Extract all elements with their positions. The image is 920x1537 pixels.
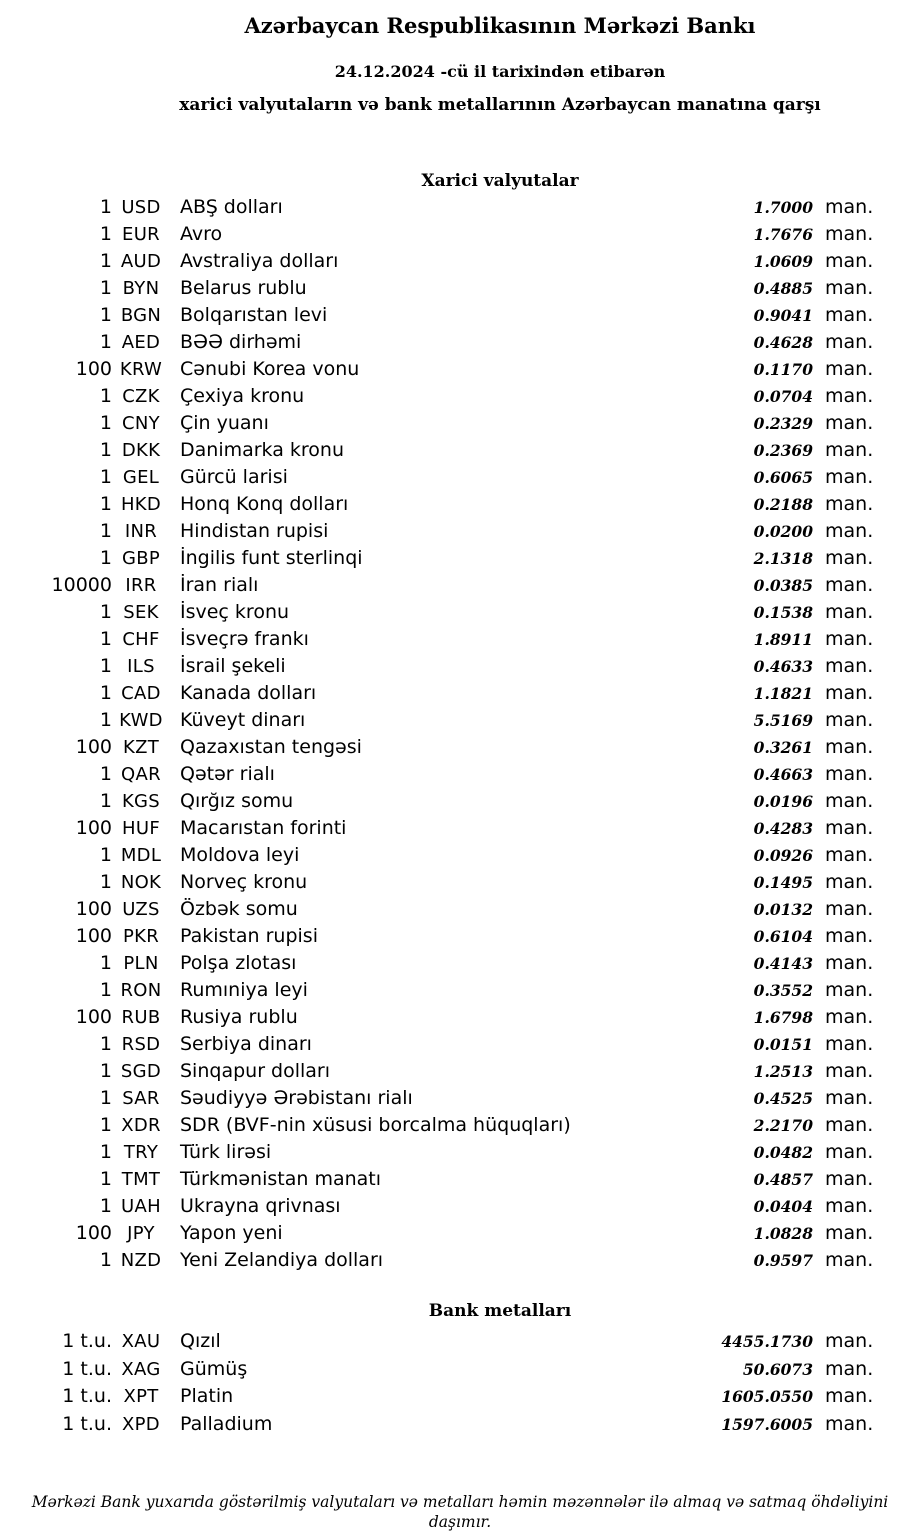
quantity-cell: 1 — [99, 763, 112, 785]
quantity-cell: 1 — [99, 196, 112, 218]
currency-name-cell: Hindistan rupisi — [180, 520, 329, 542]
rate-unit-cell: man. — [825, 223, 874, 245]
currency-name-cell: Səudiyyə Ərəbistanı rialı — [180, 1087, 413, 1109]
quantity-cell: 1 — [99, 223, 112, 245]
quantity-cell: 1 — [99, 682, 112, 704]
currency-code-cell: KZT — [122, 737, 160, 758]
bulletin-subtitle: xarici valyutaların və bank metallarının Azərbaycan manatına qarşı — [179, 95, 821, 115]
rate-unit-cell: man. — [825, 1033, 874, 1055]
rate-row — [0, 763, 920, 790]
rate-value-cell: 0.6065 — [753, 468, 813, 487]
currency-name-cell: Polşa zlotası — [180, 952, 297, 974]
currency-code-cell: SAR — [122, 1088, 160, 1109]
rate-value-cell: 0.4633 — [753, 657, 813, 676]
rate-unit-cell: man. — [825, 628, 874, 650]
rate-value-cell: 4455.1730 — [721, 1332, 813, 1351]
currency-name-cell: BƏƏ dirhəmi — [180, 331, 302, 353]
currency-code-cell: USD — [121, 197, 161, 218]
currency-name-cell: Danimarka kronu — [180, 439, 345, 461]
currency-name-cell: Çexiya kronu — [180, 385, 305, 407]
currency-name-cell: Avstraliya dolları — [180, 250, 339, 272]
currency-code-cell: GEL — [122, 467, 160, 488]
quantity-cell: 1 — [99, 655, 112, 677]
rate-value-cell: 0.2329 — [753, 414, 813, 433]
currency-code-cell: RUB — [121, 1007, 161, 1028]
rate-row — [0, 790, 920, 817]
rate-unit-cell: man. — [825, 547, 874, 569]
quantity-cell: 1 — [99, 1033, 112, 1055]
rate-row — [0, 844, 920, 871]
rate-unit-cell: man. — [825, 1141, 874, 1163]
rate-value-cell: 0.4143 — [753, 954, 813, 973]
rate-value-cell: 0.0151 — [753, 1035, 813, 1054]
quantity-cell: 1 — [99, 1114, 112, 1136]
rate-row — [0, 250, 920, 277]
rate-row — [0, 709, 920, 736]
currency-name-cell: Rusiya rublu — [180, 1006, 298, 1028]
currency-code-cell: CZK — [122, 386, 160, 407]
currency-name-cell: Ukrayna qrivnası — [180, 1195, 341, 1217]
rate-row — [0, 385, 920, 412]
rate-row — [0, 1141, 920, 1168]
rate-unit-cell: man. — [825, 1060, 874, 1082]
quantity-cell: 1 — [99, 1141, 112, 1163]
currency-code-cell: AUD — [120, 251, 162, 272]
quantity-cell: 1 — [99, 790, 112, 812]
currency-code-cell: INR — [124, 521, 158, 542]
rate-value-cell: 0.1170 — [753, 360, 813, 379]
rate-value-cell: 50.6073 — [742, 1359, 813, 1379]
rate-value-cell: 1.0609 — [753, 252, 813, 271]
rate-value-cell: 0.6104 — [753, 927, 813, 946]
currency-code-cell: KGS — [121, 791, 161, 812]
rate-unit-cell: man. — [825, 412, 874, 434]
rate-row — [0, 1168, 920, 1195]
rate-value-cell: 2.2170 — [753, 1116, 813, 1135]
rate-value-cell: 0.4857 — [753, 1170, 813, 1189]
rate-unit-cell: man. — [825, 1006, 874, 1028]
rate-value-cell: 1.1821 — [753, 684, 813, 703]
quantity-cell: 1 — [99, 709, 112, 731]
rate-value-cell: 1.0828 — [753, 1224, 813, 1243]
rate-unit-cell: man. — [825, 1330, 874, 1352]
currency-name-cell: İngilis funt sterlinqi — [180, 547, 363, 569]
rate-unit-cell: man. — [825, 763, 874, 785]
rate-row — [0, 547, 920, 574]
rate-row — [0, 1087, 920, 1114]
rate-value-cell: 1605.0550 — [721, 1387, 813, 1406]
rate-value-cell: 0.0926 — [753, 846, 813, 865]
rate-unit-cell: man. — [825, 1222, 874, 1244]
currency-code-cell: MDL — [120, 845, 162, 866]
rate-value-cell: 0.0196 — [753, 792, 813, 811]
currency-name-cell: İsveçrə frankı — [180, 628, 309, 650]
quantity-cell: 100 — [75, 925, 112, 947]
rate-value-cell: 0.9597 — [753, 1251, 813, 1270]
rate-unit-cell: man. — [825, 871, 874, 893]
currency-rate-table — [0, 196, 920, 1276]
bank-title: Azərbaycan Respublikasının Mərkəzi Bankı — [244, 13, 756, 38]
currency-name-cell: Gürcü larisi — [180, 466, 288, 488]
currency-name-cell: Bolqarıstan levi — [180, 304, 328, 326]
rate-unit-cell: man. — [825, 439, 874, 461]
rate-unit-cell: man. — [825, 601, 874, 623]
rate-unit-cell: man. — [825, 817, 874, 839]
rate-row — [0, 1413, 920, 1441]
rate-value-cell: 1597.6005 — [721, 1414, 813, 1434]
rate-value-cell: 0.2369 — [753, 441, 813, 460]
rate-value-cell: 0.0200 — [753, 522, 813, 541]
currency-code-cell: XAG — [121, 1358, 161, 1380]
currency-code-cell: TRY — [123, 1142, 159, 1163]
currency-code-cell: PLN — [123, 953, 159, 974]
rate-value-cell: 0.0704 — [753, 387, 813, 406]
quantity-cell: 1 — [99, 250, 112, 272]
quantity-cell: 1 — [99, 1087, 112, 1109]
rate-unit-cell: man. — [825, 1385, 874, 1407]
rate-unit-cell: man. — [825, 1249, 874, 1271]
rate-value-cell: 0.4525 — [753, 1089, 813, 1108]
currency-code-cell: RSD — [121, 1034, 161, 1055]
quantity-cell: 1 — [99, 1249, 112, 1271]
rate-row — [0, 817, 920, 844]
rate-row — [0, 466, 920, 493]
currency-code-cell: DKK — [121, 440, 161, 461]
currency-code-cell: QAR — [121, 764, 161, 785]
rate-value-cell: 0.1495 — [753, 873, 813, 892]
currency-code-cell: UAH — [121, 1196, 161, 1217]
quantity-cell: 100 — [75, 358, 112, 380]
currency-code-cell: BGN — [120, 305, 162, 326]
rate-row — [0, 1330, 920, 1358]
rate-row — [0, 898, 920, 925]
currency-name-cell: Qazaxıstan tengəsi — [180, 736, 362, 758]
rate-row — [0, 1060, 920, 1087]
rate-unit-cell: man. — [825, 1114, 874, 1136]
currency-name-cell: Norveç kronu — [180, 871, 308, 893]
effective-date-line: 24.12.2024 -cü il tarixindən etibarən — [334, 62, 666, 81]
rate-value-cell: 0.3552 — [753, 981, 813, 1000]
quantity-cell: 1 — [99, 520, 112, 542]
rate-unit-cell: man. — [825, 493, 874, 515]
quantity-cell: 1 t.u. — [62, 1357, 112, 1380]
quantity-cell: 1 — [99, 952, 112, 974]
rate-unit-cell: man. — [825, 277, 874, 299]
quantity-cell: 1 — [99, 277, 112, 299]
currency-code-cell: GBP — [121, 548, 161, 569]
currency-code-cell: CAD — [121, 683, 161, 704]
currency-name-cell: Cənubi Korea vonu — [180, 358, 360, 380]
rate-row — [0, 304, 920, 331]
rate-unit-cell: man. — [825, 1195, 874, 1217]
currency-name-cell: Moldova leyi — [180, 844, 300, 866]
currency-code-cell: BYN — [122, 278, 160, 299]
rate-value-cell: 0.1538 — [753, 603, 813, 622]
currency-code-cell: XPD — [122, 1413, 160, 1435]
rate-unit-cell: man. — [825, 790, 874, 812]
rate-unit-cell: man. — [825, 1087, 874, 1109]
quantity-cell: 1 — [99, 412, 112, 434]
currency-code-cell: CHF — [122, 629, 160, 650]
currency-code-cell: XAU — [121, 1331, 161, 1352]
rate-value-cell: 0.2188 — [753, 495, 813, 514]
rate-value-cell: 1.6798 — [753, 1008, 813, 1027]
currency-code-cell: EUR — [122, 224, 160, 245]
rate-value-cell: 1.8911 — [753, 630, 813, 649]
rate-value-cell: 0.4283 — [753, 819, 813, 838]
rate-row — [0, 952, 920, 979]
rate-unit-cell: man. — [825, 304, 874, 326]
currency-name-cell: İsrail şekeli — [180, 655, 286, 677]
currency-name-cell: Çin yuanı — [180, 412, 269, 434]
rate-value-cell: 1.2513 — [753, 1062, 813, 1081]
rate-row — [0, 925, 920, 952]
rate-value-cell: 0.0482 — [753, 1143, 813, 1162]
rate-row — [0, 736, 920, 763]
quantity-cell: 1 — [99, 844, 112, 866]
quantity-cell: 1 — [99, 439, 112, 461]
quantity-cell: 1 — [99, 1168, 112, 1190]
rate-unit-cell: man. — [825, 844, 874, 866]
rate-row — [0, 1222, 920, 1249]
currency-code-cell: NZD — [120, 1250, 162, 1271]
quantity-cell: 1 — [99, 547, 112, 569]
currency-name-cell: Qızıl — [180, 1330, 221, 1352]
quantity-cell: 1 — [99, 331, 112, 353]
rate-unit-cell: man. — [825, 1357, 874, 1380]
rate-value-cell: 5.5169 — [753, 711, 813, 730]
rate-row — [0, 979, 920, 1006]
rate-value-cell: 0.4628 — [753, 333, 813, 352]
currency-name-cell: Belarus rublu — [180, 277, 307, 299]
rate-value-cell: 0.0404 — [753, 1197, 813, 1216]
currency-name-cell: Özbək somu — [180, 898, 298, 920]
quantity-cell: 1 — [99, 466, 112, 488]
currency-name-cell: Macarıstan forinti — [180, 817, 347, 839]
quantity-cell: 1 t.u. — [62, 1330, 112, 1352]
rate-row — [0, 412, 920, 439]
rate-unit-cell: man. — [825, 952, 874, 974]
rate-unit-cell: man. — [825, 1168, 874, 1190]
rate-row — [0, 1195, 920, 1222]
currency-name-cell: Türkmənistan manatı — [180, 1168, 382, 1190]
currency-code-cell: KRW — [119, 359, 163, 380]
quantity-cell: 1 — [99, 871, 112, 893]
rate-value-cell: 0.4885 — [753, 279, 813, 298]
rate-value-cell: 0.4663 — [753, 765, 813, 784]
quantity-cell: 100 — [75, 1222, 112, 1244]
currency-name-cell: Türk lirəsi — [180, 1141, 272, 1163]
rate-row — [0, 682, 920, 709]
rate-row — [0, 655, 920, 682]
quantity-cell: 1 t.u. — [62, 1412, 112, 1435]
rate-unit-cell: man. — [825, 574, 874, 596]
currency-code-cell: SGD — [120, 1061, 162, 1082]
rate-row — [0, 520, 920, 547]
rate-row — [0, 331, 920, 358]
rate-value-cell: 0.9041 — [753, 306, 813, 325]
rate-value-cell: 0.0385 — [753, 576, 813, 595]
rate-row — [0, 1033, 920, 1060]
currency-name-cell: Avro — [180, 223, 223, 245]
quantity-cell: 1 t.u. — [62, 1385, 112, 1407]
quantity-cell: 1 — [99, 979, 112, 1001]
currency-name-cell: Qırğız somu — [180, 790, 294, 812]
currency-name-cell: Honq Konq dolları — [180, 493, 349, 515]
rate-row — [0, 277, 920, 304]
currency-name-cell: Palladium — [180, 1412, 273, 1435]
currency-code-cell: KWD — [119, 710, 163, 731]
disclaimer-text: Mərkəzi Bank yuxarıda göstərilmiş valyutaları və metalları həmin məzənnələr ilə almaq və satmaq öhdəliyini daşımır. — [31, 1493, 889, 1531]
rate-row — [0, 1358, 920, 1386]
quantity-cell: 100 — [75, 1006, 112, 1028]
rate-value-cell: 1.7676 — [753, 225, 813, 244]
currency-name-cell: Yapon yeni — [180, 1222, 283, 1244]
currency-name-cell: Pakistan rupisi — [180, 925, 318, 947]
currency-code-cell: XDR — [121, 1115, 161, 1136]
rate-unit-cell: man. — [825, 898, 874, 920]
rate-unit-cell: man. — [825, 520, 874, 542]
currency-name-cell: Gümüş — [180, 1357, 248, 1380]
currency-code-cell: ILS — [127, 656, 155, 677]
currency-code-cell: XPT — [123, 1386, 159, 1407]
quantity-cell: 1 — [99, 493, 112, 515]
quantity-cell: 1 — [99, 628, 112, 650]
rate-row — [0, 223, 920, 250]
quantity-cell: 1 — [99, 1195, 112, 1217]
rate-value-cell: 1.7000 — [753, 198, 813, 217]
currency-name-cell: Platin — [180, 1385, 234, 1407]
rate-row — [0, 1006, 920, 1033]
currency-name-cell: Qətər rialı — [180, 763, 275, 785]
currency-code-cell: SEK — [123, 602, 159, 623]
currency-code-cell: CNY — [122, 413, 160, 434]
rate-row — [0, 358, 920, 385]
rate-row — [0, 1249, 920, 1276]
rate-row — [0, 1114, 920, 1141]
rate-row — [0, 574, 920, 601]
rate-row — [0, 1385, 920, 1413]
quantity-cell: 1 — [99, 1060, 112, 1082]
currencies-section-heading: Xarici valyutalar — [421, 171, 579, 191]
currency-code-cell: UZS — [122, 899, 160, 920]
currency-code-cell: JPY — [127, 1223, 155, 1244]
rate-value-cell: 0.3261 — [753, 738, 813, 757]
currency-name-cell: SDR (BVF-nin xüsusi borcalma hüquqları) — [180, 1114, 571, 1136]
rate-unit-cell: man. — [825, 655, 874, 677]
rate-row — [0, 628, 920, 655]
currency-code-cell: IRR — [125, 575, 157, 596]
quantity-cell: 10000 — [51, 574, 112, 596]
quantity-cell: 1 — [99, 601, 112, 623]
currency-name-cell: Yeni Zelandiya dolları — [180, 1249, 384, 1271]
rate-unit-cell: man. — [825, 196, 874, 218]
rate-unit-cell: man. — [825, 250, 874, 272]
rate-unit-cell: man. — [825, 709, 874, 731]
currency-name-cell: Serbiya dinarı — [180, 1033, 312, 1055]
quantity-cell: 1 — [99, 304, 112, 326]
rate-unit-cell: man. — [825, 466, 874, 488]
rate-unit-cell: man. — [825, 385, 874, 407]
rate-row — [0, 493, 920, 520]
metal-rate-table — [0, 1330, 920, 1440]
currency-code-cell: NOK — [120, 872, 162, 893]
rate-row — [0, 871, 920, 898]
rate-unit-cell: man. — [825, 979, 874, 1001]
rate-value-cell: 0.0132 — [753, 900, 813, 919]
currency-name-cell: Rumıniya leyi — [180, 979, 308, 1001]
currency-code-cell: PKR — [122, 926, 160, 947]
currency-name-cell: Küveyt dinarı — [180, 709, 306, 731]
currency-name-cell: İsveç kronu — [180, 601, 290, 623]
rate-unit-cell: man. — [825, 925, 874, 947]
metals-section-heading: Bank metalları — [428, 1301, 572, 1321]
rate-value-cell: 2.1318 — [753, 549, 813, 568]
currency-code-cell: HUF — [122, 818, 160, 839]
currency-name-cell: Kanada dolları — [180, 682, 317, 704]
currency-name-cell: Sinqapur dolları — [180, 1060, 331, 1082]
quantity-cell: 100 — [75, 898, 112, 920]
currency-name-cell: İran rialı — [180, 574, 259, 596]
quantity-cell: 1 — [99, 385, 112, 407]
rate-unit-cell: man. — [825, 1412, 874, 1435]
quantity-cell: 100 — [75, 817, 112, 839]
currency-code-cell: TMT — [121, 1169, 161, 1190]
rate-unit-cell: man. — [825, 331, 874, 353]
rate-row — [0, 601, 920, 628]
quantity-cell: 100 — [75, 736, 112, 758]
currency-code-cell: RON — [120, 980, 162, 1001]
rate-row — [0, 439, 920, 466]
rate-unit-cell: man. — [825, 736, 874, 758]
rate-unit-cell: man. — [825, 358, 874, 380]
rate-unit-cell: man. — [825, 682, 874, 704]
rate-row — [0, 196, 920, 223]
currency-code-cell: HKD — [120, 494, 162, 515]
currency-name-cell: ABŞ dolları — [180, 196, 283, 218]
currency-code-cell: AED — [121, 332, 161, 353]
